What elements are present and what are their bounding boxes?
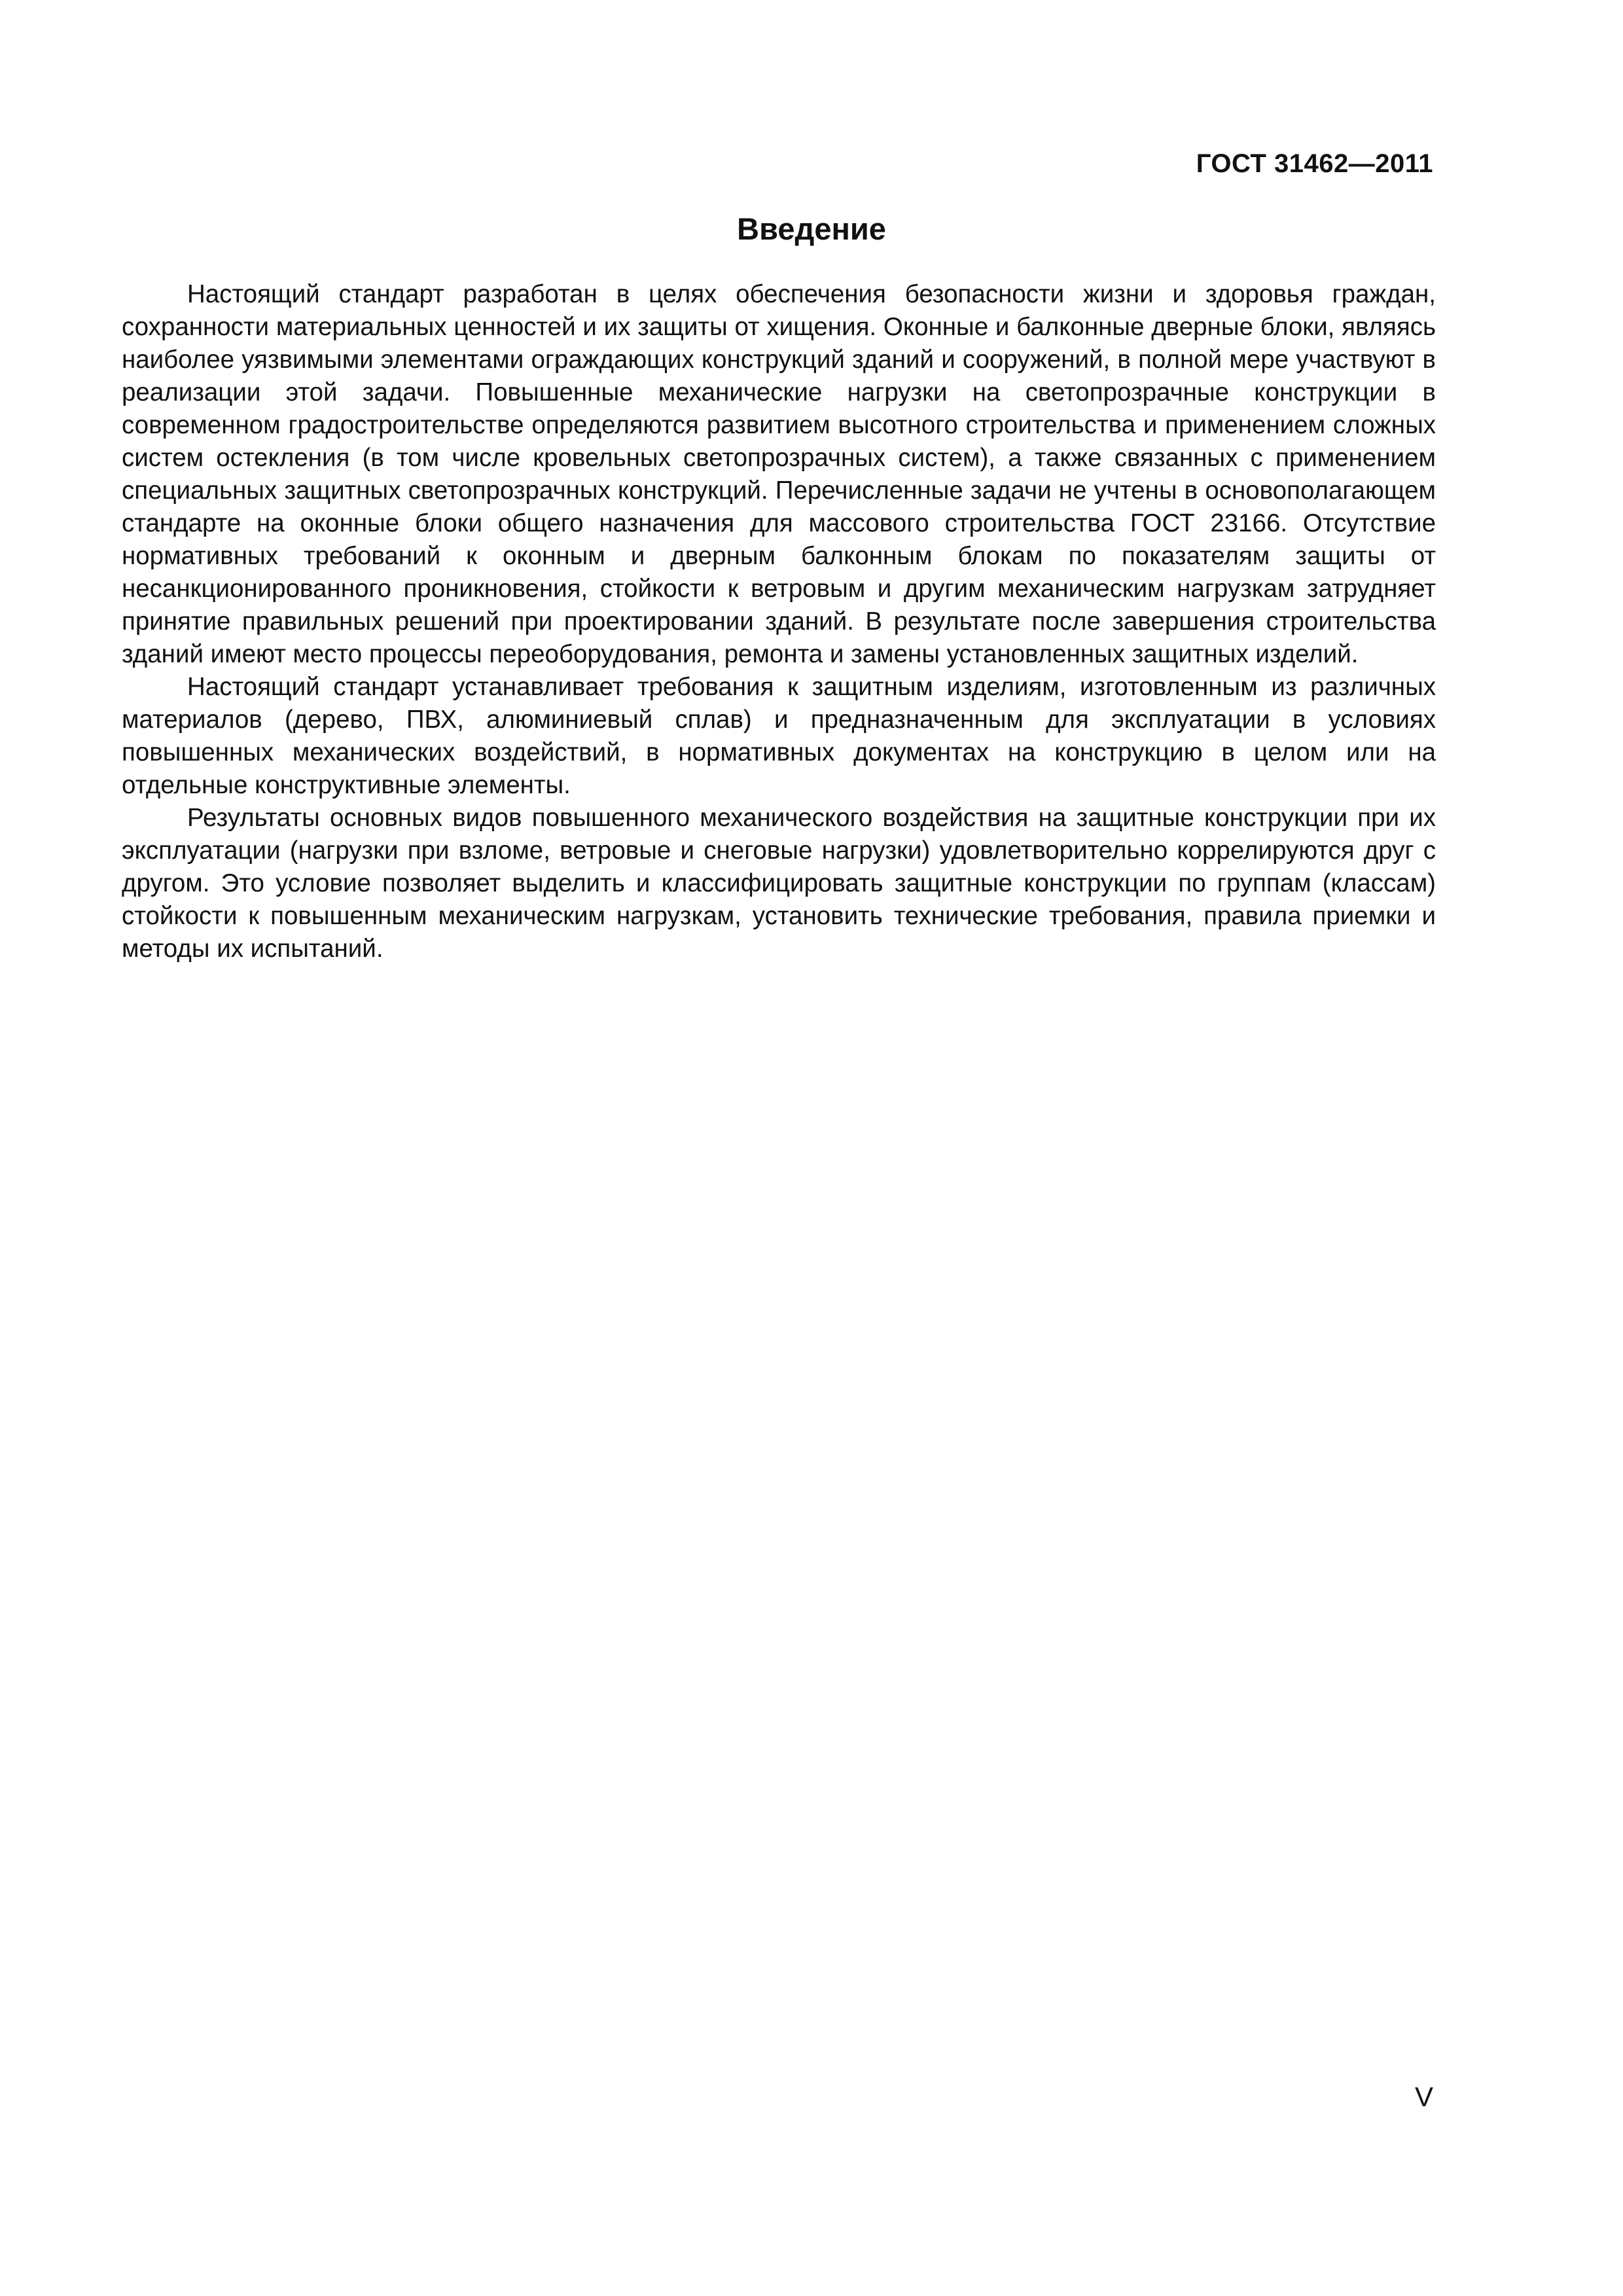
paragraph: Результаты основных видов повышенного механического воздействия на защитные конструкции при их эксплуатации (нагрузки при взломе, ветровые и снеговые нагрузки) удовлетворительно коррелируются друг с другом. Это условие позволяет выделить и классифицировать защитные конструкции по группам (классам) стойкости к повышенным механическим нагрузкам, установить технические требования, правила приемки и методы их испытаний.: [122, 804, 1436, 963]
page-number: V: [1414, 2081, 1433, 2112]
paragraph: Настоящий стандарт устанавливает требования к защитным изделиям, изготовленным из различных материалов (дерево, ПВХ, алюминиевый сплав) и предназначенным для эксплуатации в условиях повышенных механических воздействий, в нормативных документах на конструкцию в целом или на отдельные конструктивные элементы.: [122, 673, 1436, 799]
section-title: Введение: [737, 211, 886, 246]
body-text: [122, 278, 1436, 965]
document-code: ГОСТ 31462—2011: [1196, 149, 1433, 178]
paragraph: Настоящий стандарт разработан в целях обеспечения безопасности жизни и здоровья граждан, сохранности материальных ценностей и их защиты от хищения. Оконные и балконные дверные блоки, являясь наиболее уязвимыми элементами ограждающих конструкций зданий и сооружений, в полной мере участвуют в реализации этой задачи. Повышенные механические нагрузки на светопрозрачные конструкции в современном градостроительстве определяются развитием высотного строительства и применением сложных систем остекления (в том числе кровельных светопрозрачных систем), а также связанных с применением специальных защитных светопрозрачных конструкций. Перечисленные задачи не учтены в основополагающем стандарте на оконные блоки общего назначения для массового строительства ГОСТ 23166. Отсутствие нормативных требований к оконным и дверным балконным блокам по показателям защиты от несанкционированного проникновения, стойкости к ветровым и другим механическим нагрузкам затрудняет принятие правильных решений при проектировании зданий. В результате после завершения строительства зданий имеют место процессы переоборудования, ремонта и замены установленных защитных изделий.: [122, 280, 1436, 668]
